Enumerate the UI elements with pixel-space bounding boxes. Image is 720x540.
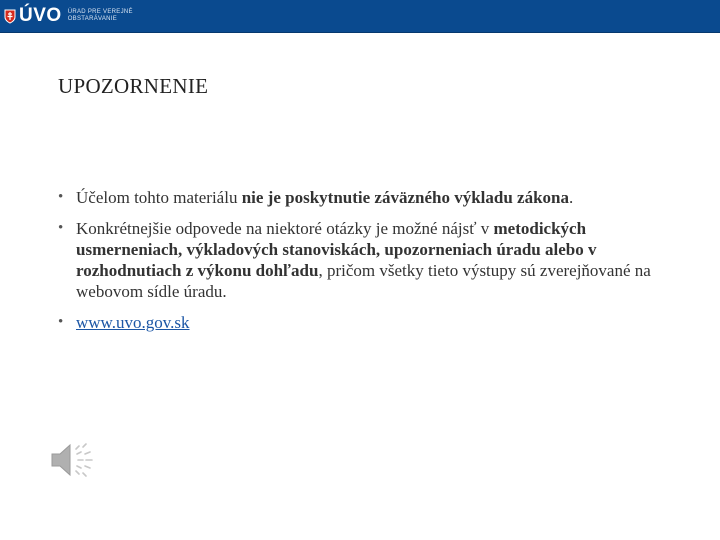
- bullet2-text-c: , pričom všetky tieto výstupy sú zverejňované na webovom sídle úradu.: [76, 261, 651, 301]
- bullet-icon: •: [58, 220, 64, 236]
- bullet2-text-a: Konkrétnejšie odpovede na niektoré otázky je možné nájsť v: [76, 219, 494, 238]
- bullet-icon: •: [58, 314, 64, 330]
- bullet2-text-bold: metodických usmerneniach, výkladových stanoviskách, upozorneniach úradu alebo v rozhodnutiach z výkonu dohľadu: [76, 219, 597, 280]
- website-link[interactable]: www.uvo.gov.sk: [76, 313, 190, 332]
- logo-text: ÚVO: [19, 5, 62, 26]
- bullet-item-references: [58, 218, 678, 302]
- bullet1-text-c: .: [569, 188, 574, 207]
- bullet-icon: •: [58, 189, 64, 205]
- slide-title: UPOZORNENIE: [58, 74, 209, 98]
- logo: [4, 5, 133, 27]
- slide-content: [58, 187, 678, 343]
- bullet1-text-bold: nie je poskytnutie záväzného výkladu zákona: [241, 188, 569, 207]
- speaker-icon[interactable]: [50, 440, 98, 480]
- bullet1-text-a: Účelom tohto materiálu: [76, 188, 242, 207]
- logo-subtitle-line2: OBSTARÁVANIE: [67, 16, 118, 22]
- header-bar: [0, 0, 720, 33]
- bullet-item-link: [58, 312, 678, 333]
- logo-subtitle: [68, 9, 133, 23]
- crest-icon: [4, 9, 16, 24]
- logo-subtitle-line1: ÚRAD PRE VEREJNÉ: [67, 9, 133, 15]
- bullet-item-disclaimer: [58, 187, 678, 208]
